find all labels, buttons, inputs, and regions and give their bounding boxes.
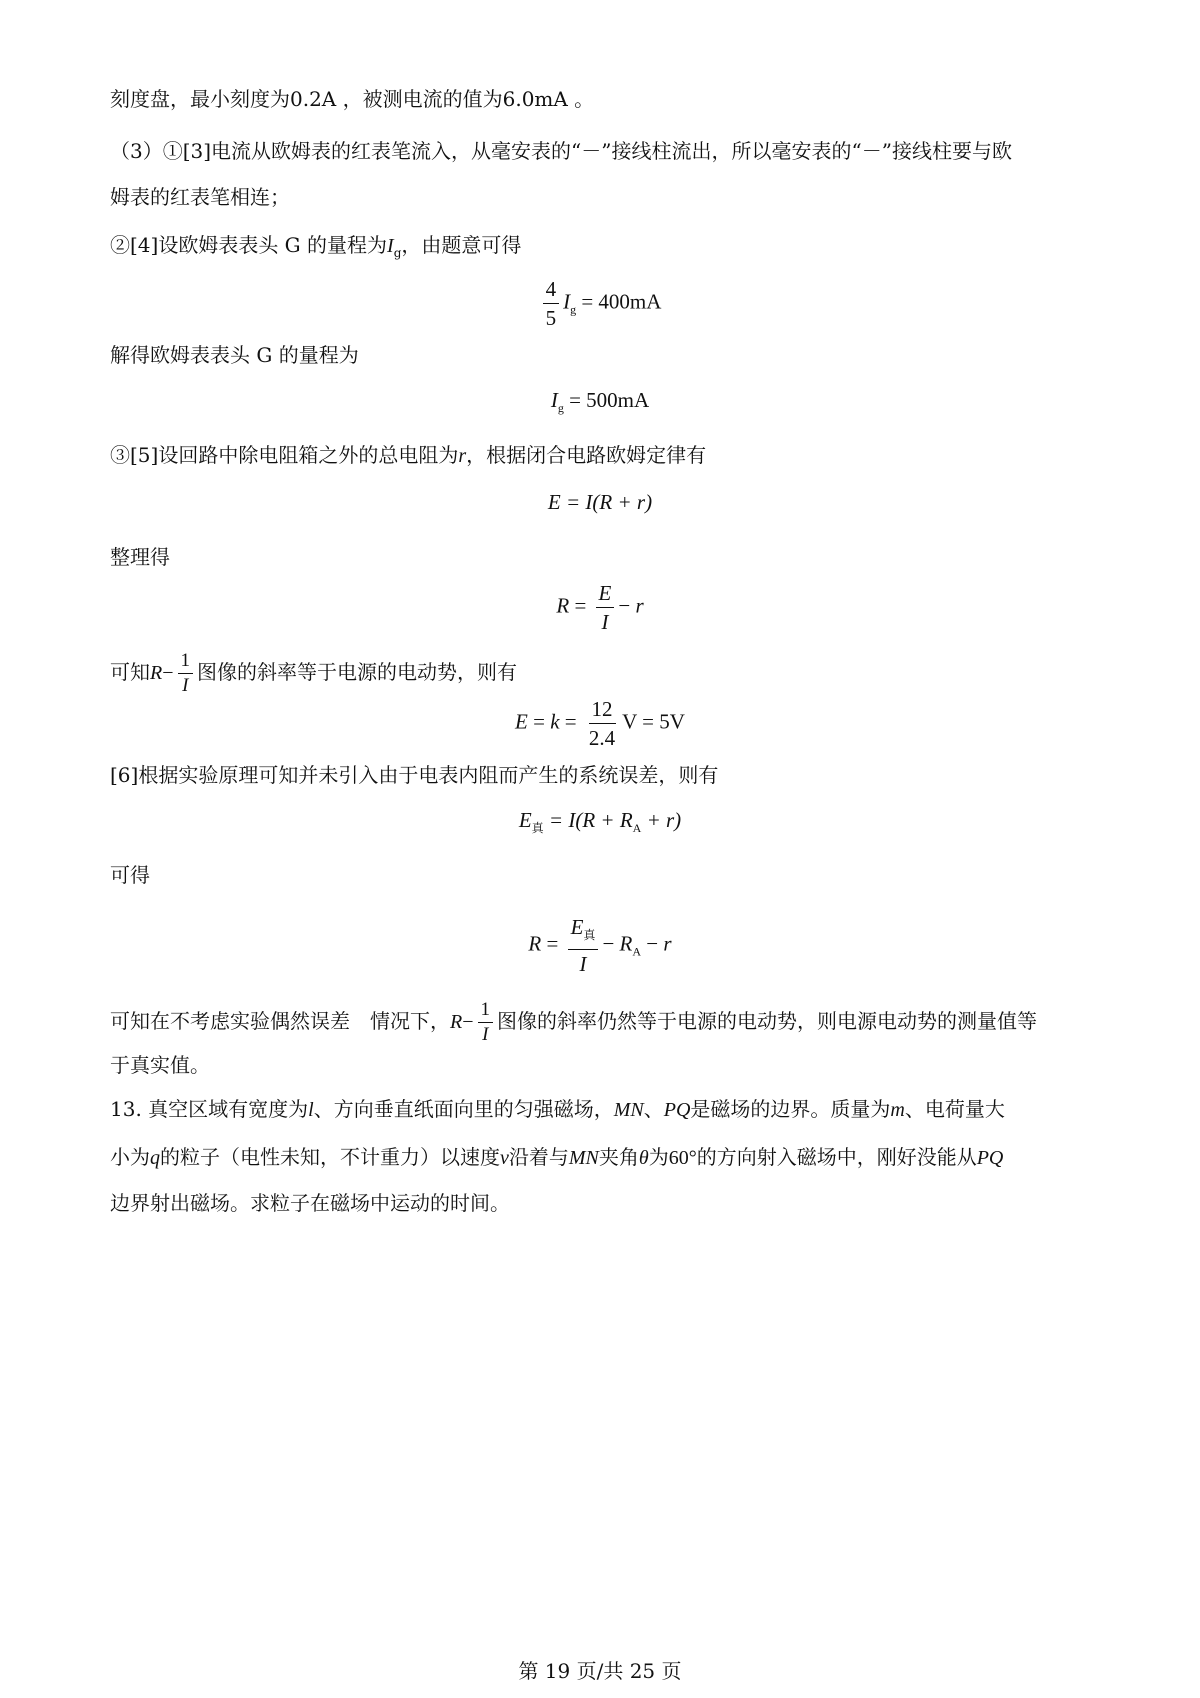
equation-rhs: = 500mA [569, 388, 650, 412]
text-span: 为 [648, 1145, 669, 1169]
text-span: ②[4]设欧姆表表头 G 的量程为 [110, 233, 388, 257]
text-span: 图像的斜率仍然等于电源的电动势，则电源电动势的测量值等 [497, 1009, 1037, 1033]
math-symbol: MN [568, 1147, 599, 1169]
question-13-line-1 [110, 1094, 1090, 1125]
math-symbol: PQ [976, 1147, 1004, 1169]
text-span: 夹角 [598, 1145, 639, 1169]
math-operator: = [533, 709, 545, 734]
text-line: 解得欧姆表表头 G 的量程为 [110, 343, 359, 367]
math-symbol: E [547, 490, 561, 514]
text-span: 是磁场的边界。质量为 [690, 1097, 891, 1121]
text-span: 的方向射入磁场中，刚好没能从 [696, 1145, 977, 1169]
text-line: （3）①[3]电流从欧姆表的红表笔流入，从毫安表的“－”接线柱流出，所以毫安表的“－”接线柱要与欧 [110, 139, 1012, 163]
math-subscript: 真 [531, 821, 544, 835]
text-span: ③[5]设回路中除电阻箱之外的总电阻为 [110, 443, 459, 467]
fraction-denominator: I [182, 675, 189, 696]
fraction-numerator [568, 914, 599, 950]
fraction [596, 580, 615, 635]
math-operator: = [564, 709, 577, 734]
fraction [543, 276, 560, 331]
text-span: 的粒子（电性未知，不计重力）以速度 [160, 1145, 500, 1169]
math-symbol: I [563, 289, 571, 314]
text-span: 、电荷量大 [904, 1097, 1005, 1121]
page-number-footer: 第 19 页/共 25 页 [518, 1659, 682, 1683]
text-span: 、方向垂直纸面向里的匀强磁场， [313, 1097, 614, 1121]
text-span: 图像的斜率等于电源的电动势，则有 [197, 660, 517, 684]
fraction-denominator: I [482, 1024, 489, 1045]
text-span: 沿着与 [508, 1145, 569, 1169]
equation-rhs: = I(R + R [548, 808, 633, 832]
math-symbol: MN [613, 1099, 644, 1121]
fraction [478, 999, 494, 1046]
equation-rhs: = 400mA [581, 289, 662, 314]
math-symbol: E [518, 808, 532, 832]
equation-rhs-tail: + r) [641, 808, 682, 832]
text-span: 小为 [110, 1145, 150, 1169]
math-symbol: k [550, 709, 560, 734]
math-subscript: g [570, 302, 577, 317]
text-span: ，根据闭合电路欧姆定律有 [466, 443, 707, 467]
text-line [110, 650, 1090, 697]
math-symbol: R [619, 931, 633, 956]
math-symbol: m [890, 1099, 905, 1121]
equation-ig-500 [0, 388, 1200, 416]
text-line: 于真实值。 [110, 1053, 210, 1077]
math-operator: − [646, 931, 659, 956]
math-symbol: r [458, 445, 467, 467]
math-subscript: g [557, 401, 564, 415]
text-line: 可得 [110, 863, 150, 887]
math-symbol: R [150, 662, 163, 684]
math-value: 60° [668, 1147, 697, 1169]
math-symbol: r [635, 593, 644, 618]
text-line [110, 999, 1090, 1046]
math-symbol: v [500, 1147, 509, 1169]
fraction-numerator: 12 [589, 696, 616, 724]
math-operator: − [162, 662, 174, 684]
math-operator: = [574, 593, 587, 618]
text-line: 刻度盘，最小刻度为0.2A ，被测电流的值为6.0mA 。 [110, 87, 595, 111]
text-span: 可知在不考虑实验偶然误差 情况下， [110, 1009, 450, 1033]
math-symbol: E [515, 709, 528, 734]
math-subscript: 真 [583, 928, 596, 942]
text-span: ，由题意可得 [401, 233, 522, 257]
equation-ig-400 [0, 276, 1200, 331]
math-subscript: g [393, 246, 402, 260]
fraction-denominator: 5 [545, 306, 557, 330]
math-symbol: θ [638, 1147, 649, 1169]
text-line: 姆表的红表笔相连； [110, 185, 290, 209]
question-13-line-3: 边界射出磁场。求粒子在磁场中运动的时间。 [110, 1191, 510, 1215]
equation-r-true [0, 914, 1200, 977]
math-operator: − [602, 931, 615, 956]
math-symbol: I [387, 235, 394, 257]
equation-r-rearranged [0, 580, 1200, 635]
text-line [110, 230, 1090, 268]
text-span: 13. 真空区域有宽度为 [110, 1097, 309, 1121]
equation-emf [0, 696, 1200, 751]
text-span: 、 [643, 1097, 664, 1121]
math-symbol: q [150, 1147, 160, 1169]
equation-ohm [0, 490, 1200, 515]
math-symbol: R [556, 593, 570, 618]
math-symbol: I [550, 388, 558, 412]
equation-rhs: = I(R + r) [566, 490, 653, 514]
fraction-denominator: 2.4 [588, 726, 616, 750]
equation-true-emf [0, 808, 1200, 836]
fraction-numerator: 4 [543, 276, 560, 304]
fraction [586, 696, 618, 751]
math-subscript: A [632, 944, 642, 959]
math-symbol: R [450, 1011, 463, 1033]
math-operator: = [546, 931, 559, 956]
math-symbol: r [663, 931, 672, 956]
equation-rhs: V = 5V [622, 709, 685, 734]
fraction-denominator: I [601, 610, 609, 634]
math-operator: − [618, 593, 631, 618]
fraction-numerator: 1 [178, 650, 194, 674]
text-span: 可知 [110, 660, 150, 684]
text-line: [6]根据实验原理可知并未引入由于电表内阻而产生的系统误差，则有 [110, 763, 719, 787]
fraction [178, 650, 194, 697]
math-symbol: E [570, 915, 584, 939]
fraction-denominator: I [579, 952, 587, 976]
question-13-line-2 [110, 1142, 1090, 1173]
fraction-numerator: E [596, 580, 615, 608]
fraction-numerator: 1 [478, 999, 494, 1023]
text-line [110, 440, 1090, 471]
math-symbol: l [308, 1099, 314, 1121]
text-line: 整理得 [110, 545, 170, 569]
math-symbol: PQ [663, 1099, 691, 1121]
fraction [568, 914, 599, 977]
math-operator: − [462, 1011, 474, 1033]
math-symbol: R [528, 931, 542, 956]
math-subscript: A [632, 821, 642, 835]
